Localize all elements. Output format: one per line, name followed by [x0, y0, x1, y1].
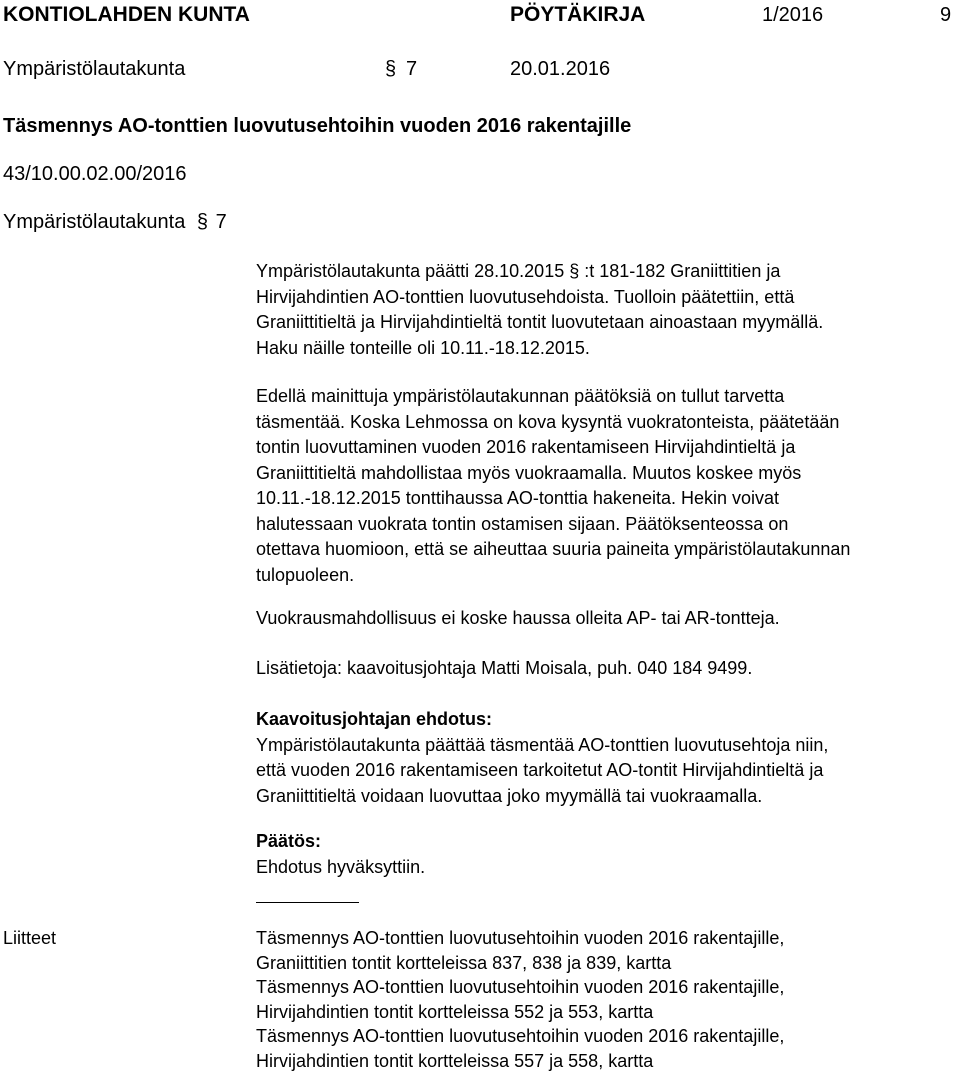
document-number: 1/2016 — [762, 4, 824, 26]
section-ref-number: 7 — [215, 211, 227, 233]
attachment-line: Hirvijahdintien tontit kortteleissa 557 ja 558, kartta — [256, 1050, 654, 1071]
text-line: täsmentää. Koska Lehmossa on kova kysyntä vuokratonteista, päätetään — [256, 411, 840, 432]
proposal-heading: Kaavoitusjohtajan ehdotus: — [256, 709, 493, 729]
section-number: 7 — [406, 58, 418, 80]
attachment-line: Graniittitien tontit kortteleissa 837, 838 ja 839, kartta — [256, 952, 672, 973]
page-number: 9 — [940, 4, 952, 26]
page-title: Täsmennys AO-tonttien luovutusehtoihin vuoden 2016 rakentajille — [3, 115, 632, 137]
decision-text: Ehdotus hyväksyttiin. — [256, 856, 426, 877]
text-line: 10.11.-18.12.2015 tonttihaussa AO-tonttia hakeneita. Hekin voivat — [256, 488, 780, 508]
signature-divider — [256, 902, 359, 903]
text-line: Graniittitieltä voidaan luovuttaa joko myymällä tai vuokraamalla. — [256, 785, 763, 806]
text-line: otettava huomioon, että se aiheuttaa suuria paineita ympäristölautakunnan — [256, 539, 851, 559]
decision-section — [256, 829, 956, 880]
decision-heading: Päätös: — [256, 831, 322, 851]
section-ref-committee: Ympäristölautakunta — [3, 211, 186, 233]
text-line: että vuoden 2016 rakentamiseen tarkoitetut AO-tontit Hirvijahdintieltä ja — [256, 760, 824, 780]
section-sign-icon: § — [385, 58, 397, 80]
paragraph-contact-info — [256, 656, 956, 682]
text-line: halutessaan vuokrata tontin ostamisen sijaan. Päätöksenteossa on — [256, 513, 789, 534]
text-line: Vuokrausmahdollisuus ei koske haussa olleita AP- tai AR-tontteja. — [256, 608, 780, 628]
attachments-label: Liitteet — [3, 928, 57, 948]
paragraph-lease-note — [256, 606, 956, 632]
paragraph-clarification — [256, 384, 956, 588]
text-line: Edellä mainittuja ympäristölautakunnan päätöksiä on tullut tarvetta — [256, 386, 785, 406]
meeting-date: 20.01.2016 — [510, 58, 611, 80]
attachment-line: Täsmennys AO-tonttien luovutusehtoihin vuoden 2016 rakentajille, — [256, 1026, 785, 1046]
section-reference — [3, 210, 227, 234]
attachment-line: Täsmennys AO-tonttien luovutusehtoihin vuoden 2016 rakentajille, — [256, 977, 785, 997]
text-line: Hirvijahdintien AO-tonttien luovutusehdoista. Tuolloin päätettiin, että — [256, 286, 795, 307]
text-line: Ympäristölautakunta päättää täsmentää AO-tonttien luovutusehtoja niin, — [256, 734, 829, 755]
paragraph-background — [256, 259, 956, 361]
text-line: tulopuoleen. — [256, 564, 355, 585]
attachment-line: Hirvijahdintien tontit kortteleissa 552 ja 553, kartta — [256, 1001, 654, 1022]
attachment-line: Täsmennys AO-tonttien luovutusehtoihin vuoden 2016 rakentajille, — [256, 928, 785, 948]
proposal-section — [256, 707, 956, 809]
reference-number: 43/10.00.02.00/2016 — [3, 163, 187, 185]
document-type: PÖYTÄKIRJA — [510, 3, 646, 26]
text-line: Graniittitieltä mahdollistaa myös vuokraamalla. Muutos koskee myös — [256, 462, 802, 483]
section-sign-icon: § — [196, 211, 209, 233]
committee-name: Ympäristölautakunta — [3, 58, 186, 80]
text-line: Haku näille tonteille oli 10.11.-18.12.2015. — [256, 337, 590, 358]
text-line: tontin luovuttaminen vuoden 2016 rakentamiseen Hirvijahdintieltä ja — [256, 437, 796, 457]
text-line: Graniittitieltä ja Hirvijahdintieltä tontit luovutetaan ainoastaan myymällä. — [256, 312, 824, 332]
attachments-list — [256, 926, 784, 1073]
text-line: Lisätietoja: kaavoitusjohtaja Matti Moisala, puh. 040 184 9499. — [256, 658, 753, 678]
organization-name: KONTIOLAHDEN KUNTA — [3, 3, 250, 26]
text-line: Ympäristölautakunta päätti 28.10.2015 § :t 181-182 Graniittitien ja — [256, 261, 781, 281]
